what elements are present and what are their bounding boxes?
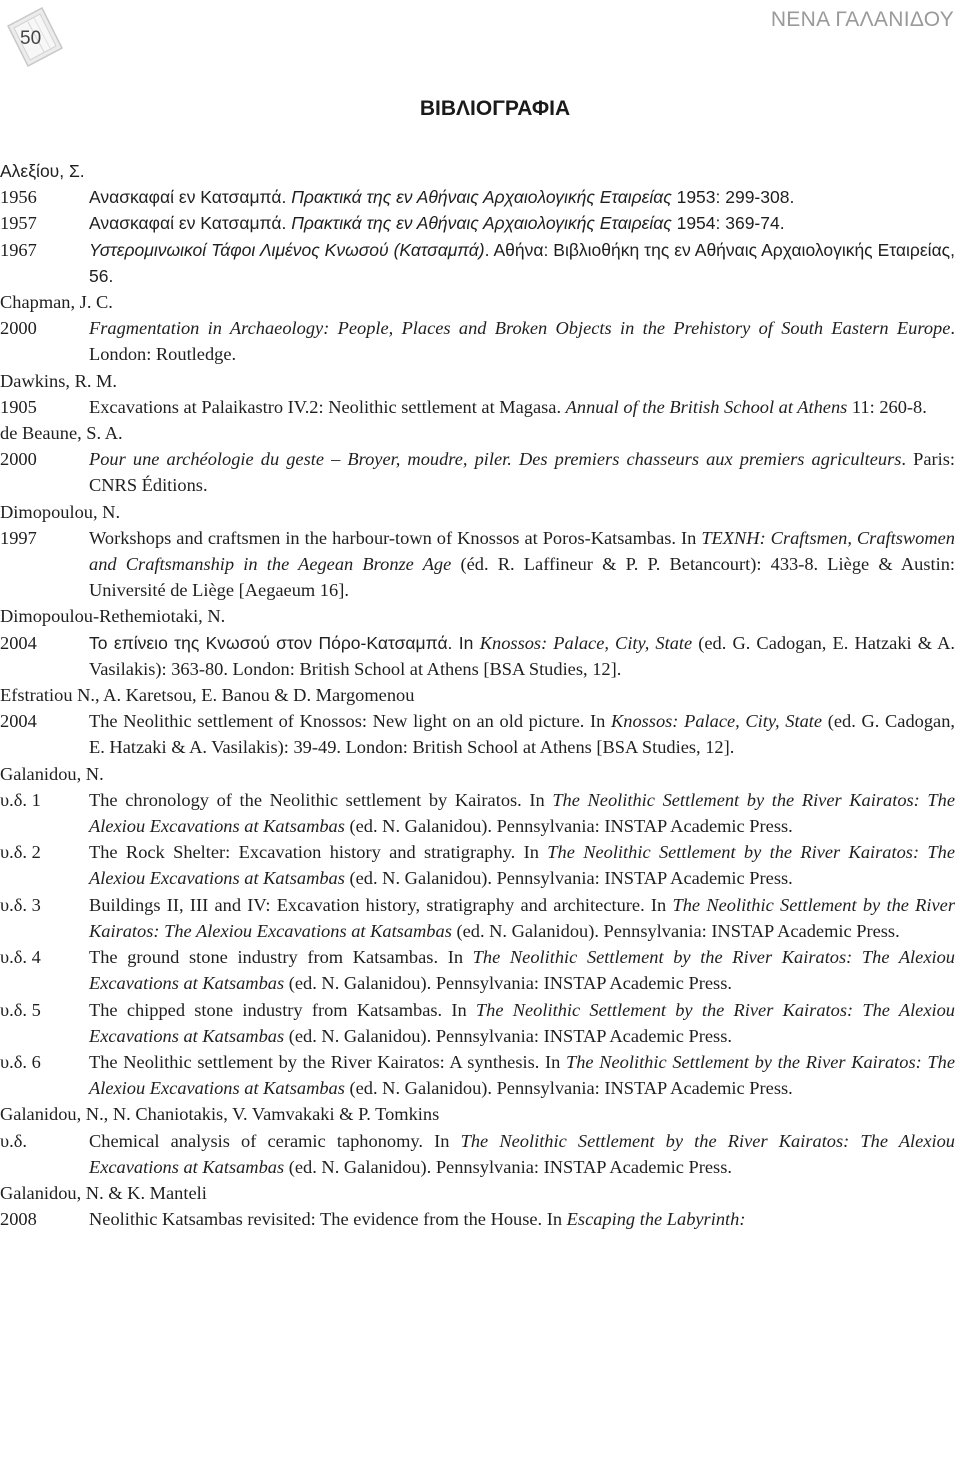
entry-reference [89,394,955,420]
entry-reference [89,184,955,210]
entry-reference [89,525,955,604]
reference-title: Πρακτικά της εν Αθήναις Αρχαιολογικής Εταιρείας [291,187,672,208]
section-title: ΒΙΒΛΙΟΓΡΑΦΙΑ [419,97,571,120]
reference-title: Υστερομινωικοί Τάφοι Λιμένος Κνωσού (Κατσαμπά) [89,239,485,260]
bibliography-entry [0,1206,955,1232]
reference-text: Το επίνειο της Κνωσού στον Πόρο-Κατσαμπά. In [89,632,480,653]
entry-reference [89,1049,955,1101]
entry-year: 1967 [0,239,37,260]
entry-reference [89,315,955,367]
entry-year: υ.δ. [0,1130,27,1151]
reference-title: Pour une archéologie du geste – Broyer, moudre, piler. Des premiers chasseurs aux premiers agriculteurs [89,449,902,470]
entry-year: 2004 [0,711,37,732]
reference-text: . Paris: CNRS Éditions. [89,449,955,496]
reference-text: The Neolithic settlement by the River Kairatos: A synthesis. In [89,1051,566,1072]
entry-year: υ.δ. 4 [0,947,41,968]
reference-text: (ed. N. Galanidou). Pennsylvania: INSTAP Academic Press. [451,920,900,941]
reference-title: Escaping the Labyrinth: [566,1209,746,1230]
reference-title: Annual of the British School at Athens [565,396,848,417]
entry-reference [89,446,955,498]
reference-text: The Neolithic settlement of Knossos: New light on an old picture. In [89,711,611,732]
reference-text: . Αθήνα: Βιβλιοθήκη της εν Αθήναις Αρχαιολογικής Εταιρείας, 56. [89,239,955,286]
entry-reference [89,839,955,891]
bibliography-entry [0,997,955,1049]
entry-year: υ.δ. 2 [0,842,41,863]
bibliography-entry [0,630,955,682]
bibliography-entry [0,210,955,236]
author-heading: Galanidou, N. [0,763,104,784]
bibliography-entry [0,525,955,604]
entry-year: 1957 [0,213,37,234]
reference-text: (ed. N. Galanidou). Pennsylvania: INSTAP Academic Press. [284,973,732,994]
entry-reference [89,1128,955,1180]
author-heading: Dimopoulou, N. [0,501,121,522]
running-head: ΝΕΝΑ ΓΑΛΑΝΙΔΟΥ [770,8,954,31]
bibliography-entry [0,446,955,498]
reference-text: The ground stone industry from Katsambas. In [89,947,473,968]
bibliography-entry [0,315,955,367]
reference-text: (ed. G. Cadogan, E. Hatzaki & A. Vasilakis): 39-49. London: British School at Athens [BSA Studies, 12]. [89,711,955,758]
reference-title: Knossos: Palace, City, State [610,711,823,732]
entry-year: 2004 [0,632,37,653]
reference-title: Knossos: Palace, City, State [479,632,693,653]
entry-reference [89,892,955,944]
reference-text: . London: Routledge. [89,318,955,365]
reference-text: 1954: 369-74. [671,213,785,234]
entry-year: υ.δ. 3 [0,894,41,915]
reference-text: Workshops and craftsmen in the harbour-town of Knossos at Poros-Katsambas. In [89,527,702,548]
bibliography-entry [0,787,955,839]
reference-text: Ανασκαφαί εν Κατσαμπά. [89,213,292,234]
author-heading: Galanidou, N. & K. Manteli [0,1182,207,1203]
entry-year: υ.δ. 6 [0,1051,41,1072]
bibliography-entry [0,184,955,210]
author-heading: Galanidou, N., N. Chaniotakis, V. Vamvakaki & P. Tomkins [0,1104,440,1125]
bibliography-list [0,158,955,1232]
reference-title: The Neolithic Settlement by the River Kairatos: The Alexiou Excavations at Katsambas [89,1051,955,1099]
reference-text: (ed. N. Galanidou). Pennsylvania: INSTAP Academic Press. [284,1025,732,1046]
entry-reference [89,708,955,760]
reference-text: (ed. N. Galanidou). Pennsylvania: INSTAP Academic Press. [344,868,793,889]
entry-reference [89,1206,955,1232]
reference-title: The Neolithic Settlement by the River Kairatos: The Alexiou Excavations at Katsambas [89,894,955,941]
bibliography-entry [0,1128,955,1180]
author-heading: Chapman, J. C. [0,292,113,313]
entry-year: 1997 [0,527,37,548]
entry-reference [89,944,955,996]
reference-title: The Neolithic Settlement by the River Kairatos: The Alexiou Excavations at Katsambas [89,999,955,1046]
reference-text: The chronology of the Neolithic settlement by Kairatos. In [89,789,553,810]
entry-reference [89,787,955,839]
reference-title: Πρακτικά της εν Αθήναις Αρχαιολογικής Εταιρείας [291,213,672,234]
entry-year: υ.δ. 5 [0,999,41,1020]
reference-text: (ed. N. Galanidou). Pennsylvania: INSTAP Academic Press. [344,816,793,837]
entry-reference [89,630,955,682]
author-heading: Αλεξίου, Σ. [0,161,85,181]
entry-year: 2000 [0,318,37,339]
entry-year: υ.δ. 1 [0,789,41,810]
entry-year: 2008 [0,1209,37,1230]
reference-text: (ed. G. Cadogan, E. Hatzaki & A. Vasilakis): 363-80. London: British School at Athens [BSA Studies, 12]. [89,632,956,679]
reference-text: The Rock Shelter: Excavation history and stratigraphy. In [89,842,548,863]
reference-title: Fragmentation in Archaeology: People, Places and Broken Objects in the Prehistory of South Eastern Europe [89,318,951,339]
entry-reference [89,210,955,236]
reference-text: The chipped stone industry from Katsambas. In [89,999,476,1020]
reference-title: The Neolithic Settlement by the River Kairatos: The Alexiou Excavations at Katsambas [89,789,955,837]
bibliography-entry [0,892,955,944]
reference-title: The Neolithic Settlement by the River Kairatos: The Alexiou Excavations at Katsambas [89,842,955,889]
author-heading: Dimopoulou-Rethemiotaki, N. [0,606,226,627]
bibliography-entry [0,394,955,420]
reference-title: The Neolithic Settlement by the River Kairatos: The Alexiou Excavations at Katsambas [89,1130,955,1177]
bibliography-entry [0,944,955,996]
entry-reference [89,997,955,1049]
reference-text: Chemical analysis of ceramic taphonomy. In [89,1130,461,1151]
bibliography-entry [0,1049,955,1101]
reference-text: 1953: 299-308. [671,187,795,208]
reference-title: The Neolithic Settlement by the River Kairatos: The Alexiou Excavations at Katsambas [89,947,955,994]
author-heading: de Beaune, S. A. [0,423,123,444]
entry-year: 1905 [0,396,37,417]
entry-year: 2000 [0,449,37,470]
page-number: 50 [20,28,42,49]
author-heading: Efstratiou N., A. Karetsou, E. Banou & D. Margomenou [0,685,415,706]
reference-text: (éd. R. Laffineur & P. P. Betancourt): 433-8. Liège & Austin: Université de Liège [Aegaeum 16]. [89,554,955,601]
reference-text: Buildings II, III and IV: Excavation history, stratigraphy and architecture. In [89,894,673,915]
bibliography-entry [0,237,955,289]
reference-text: Neolithic Katsambas revisited: The evidence from the House. In [89,1209,567,1230]
entry-reference [89,237,955,289]
author-heading: Dawkins, R. M. [0,370,117,391]
reference-text: Ανασκαφαί εν Κατσαμπά. [89,187,292,208]
bibliography-entry [0,708,955,760]
bibliography-entry [0,839,955,891]
reference-title: TEXNH: Craftsmen, Craftswomen and Craftsmanship in the Aegean Bronze Age [89,527,956,575]
reference-text: Excavations at Palaikastro IV.2: Neolithic settlement at Magasa. [89,396,566,417]
reference-text: 11: 260-8. [847,396,927,417]
reference-text: (ed. N. Galanidou). Pennsylvania: INSTAP Academic Press. [344,1078,793,1099]
entry-year: 1956 [0,187,37,208]
reference-text: (ed. N. Galanidou). Pennsylvania: INSTAP Academic Press. [284,1156,732,1177]
